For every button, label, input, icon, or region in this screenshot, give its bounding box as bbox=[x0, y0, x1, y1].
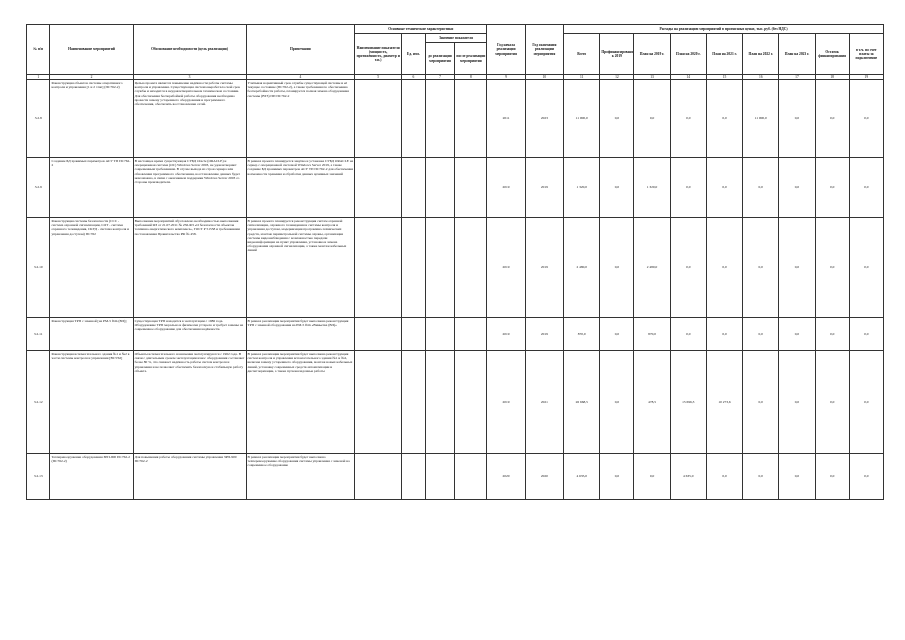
header-notes: Примечания bbox=[246, 25, 355, 75]
row-number: 3.2.8 bbox=[27, 80, 50, 158]
col-number: 6 bbox=[402, 75, 425, 80]
table-row bbox=[27, 80, 884, 158]
col-number: 4 bbox=[246, 75, 355, 80]
tech-after bbox=[455, 351, 487, 454]
header-cost-2020: План на 2020 г. bbox=[670, 34, 706, 75]
start-year: 2019 bbox=[487, 351, 525, 454]
col-number: 19 bbox=[849, 75, 883, 80]
table-row bbox=[27, 454, 884, 500]
header-cost-financed: Профинансировано к 2019 bbox=[600, 34, 634, 75]
col-number: 9 bbox=[487, 75, 525, 80]
col-number: 13 bbox=[634, 75, 670, 80]
cost-2019: 0,0 bbox=[634, 80, 670, 158]
tech-unit bbox=[402, 218, 425, 318]
measure-justification: Выполнение мероприятий обусловлено необходимостью выполнения требований ФЗ от 21.07.2011 № 256-ФЗ «О безопасности объектов топливно-энергетического комплекса», ГОСТ Р 51558 и требованиями постановления Правительства РФ № 458. bbox=[133, 218, 246, 318]
row-number: 3.2.10 bbox=[27, 218, 50, 318]
measure-name: Реконструкция объектов системы оперативного контроля и управления [1 и 2 этап] (ПС762-2) bbox=[50, 80, 133, 158]
cost-2021: 0,0 bbox=[706, 318, 742, 351]
header-tech-after: после реализации мероприятия bbox=[455, 43, 487, 75]
cost-financed: 0,0 bbox=[600, 454, 634, 500]
cost-remaining: 0,0 bbox=[815, 454, 849, 500]
start-year: 2019 bbox=[487, 318, 525, 351]
col-number: 12 bbox=[600, 75, 634, 80]
tech-before bbox=[425, 351, 455, 454]
tech-indicator bbox=[355, 454, 402, 500]
cost-2023: 0,0 bbox=[779, 454, 815, 500]
tech-unit bbox=[402, 80, 425, 158]
investment-program-sheet bbox=[26, 24, 884, 500]
measure-justification: В настоящее время существующая СУБД Oracle (ORACLE) и операционная система (ОС) Windows Server 2003, не удовлетворяют современным требованиям. В случае выхода из строя сервера или обновления программного обеспечения, восстановление данных будет невозможно, в связи с окончанием поддержки Windows Server 2003 со стороны производителя. bbox=[133, 158, 246, 218]
header-tech-unit: Ед. изм. bbox=[402, 34, 425, 75]
tech-after bbox=[455, 158, 487, 218]
tech-before bbox=[425, 454, 455, 500]
cost-financed: 0,0 bbox=[600, 218, 634, 318]
cost-2022: 0,0 bbox=[743, 351, 779, 454]
end-year: 2020 bbox=[525, 454, 563, 500]
table-header bbox=[27, 25, 884, 80]
end-year: 2019 bbox=[525, 158, 563, 218]
cost-financed: 0,0 bbox=[600, 158, 634, 218]
table-row bbox=[27, 318, 884, 351]
col-number: 7 bbox=[425, 75, 455, 80]
row-number: 3.2.11 bbox=[27, 318, 50, 351]
row-number: 3.2.9 bbox=[27, 158, 50, 218]
cost-total: 4 635,0 bbox=[564, 454, 600, 500]
cost-incl: 0,0 bbox=[849, 80, 883, 158]
col-number: 16 bbox=[743, 75, 779, 80]
cost-financed: 0,0 bbox=[600, 80, 634, 158]
row-number: 3.2.13 bbox=[27, 454, 50, 500]
tech-before bbox=[425, 218, 455, 318]
cost-total: 1 320,0 bbox=[564, 158, 600, 218]
col-number: 5 bbox=[355, 75, 402, 80]
cost-financed: 0,0 bbox=[600, 318, 634, 351]
cost-incl: 0,0 bbox=[849, 218, 883, 318]
tech-unit bbox=[402, 318, 425, 351]
cost-incl: 0,0 bbox=[849, 454, 883, 500]
measure-name: Реконструкция системы безопасности (ССС - система охранной сигнализации, СОТ - система охранного телевидения, СКУД - система контроля и управления доступом) ПС762 bbox=[50, 218, 133, 318]
cost-2023: 0,0 bbox=[779, 158, 815, 218]
measure-name: Техперевооружение оборудования ЗРП-900 ПС762-2 (ПС762-2) bbox=[50, 454, 133, 500]
tech-after bbox=[455, 318, 487, 351]
measure-name: Реконструкция вспомогательного здания №1 и №2 в части системы контроля и управления [ВСУ62] bbox=[50, 351, 133, 454]
header-cost-2021: План на 2021 г. bbox=[706, 34, 742, 75]
tech-indicator bbox=[355, 351, 402, 454]
cost-total: 870,0 bbox=[564, 318, 600, 351]
cost-2020: 0,0 bbox=[670, 158, 706, 218]
header-tech-indicator: Наименование показателя (мощность, протяжённость, диаметр и т.п.) bbox=[355, 34, 402, 75]
tech-indicator bbox=[355, 158, 402, 218]
cost-2021: 0,0 bbox=[706, 218, 742, 318]
cost-2019: 2 480,0 bbox=[634, 218, 670, 318]
table-body bbox=[27, 80, 884, 500]
col-number: 18 bbox=[815, 75, 849, 80]
cost-incl: 0,0 bbox=[849, 158, 883, 218]
cost-2022: 0,0 bbox=[743, 158, 779, 218]
col-number: 17 bbox=[779, 75, 815, 80]
header-name: Наименование мероприятий bbox=[50, 25, 133, 75]
measure-notes: В рамках проекта планируется закупка и установка СУБД ORACLE на сервер с операционной системой Windows Server 2019, а также создание БД хранимых параметров АСУ ТП ПС762-2 для обеспечения возможности хранения и обработки данных архивных значений bbox=[246, 158, 355, 218]
col-number: 3 bbox=[133, 75, 246, 80]
cost-total: 2 480,0 bbox=[564, 218, 600, 318]
measure-justification: Целью проекта является повышение надёжности работы системы контроля и управления. Существующая система выработала свой срок службы и находится в неудовлетворительном техническом состоянии. Для обеспечения бесперебойной работы оборудования необходимо провести замену устаревшего оборудования и программного обеспечения, обеспечить восстановление сетей. bbox=[133, 80, 246, 158]
cost-2022: 0,0 bbox=[743, 318, 779, 351]
cost-remaining: 0,0 bbox=[815, 158, 849, 218]
cost-2020: 0,0 bbox=[670, 318, 706, 351]
start-year: 2019 bbox=[487, 158, 525, 218]
cost-2021: 0,0 bbox=[706, 80, 742, 158]
cost-2021: 0,0 bbox=[706, 454, 742, 500]
cost-2019: 0,0 bbox=[634, 454, 670, 500]
end-year: 2019 bbox=[525, 218, 563, 318]
cost-2022: 11 000,0 bbox=[743, 80, 779, 158]
header-cost-2019: План на 2019 г. bbox=[634, 34, 670, 75]
table-row bbox=[27, 351, 884, 454]
measure-notes: В рамках реализации мероприятия будет выполнена реконструкция систем контроля и управления вспомогательного здания №1 и №2, включая замену устаревшего оборудования, монтаж новых кабельных линий, установку современных средств автоматизации и диспетчеризации, а также пусконаладочные работы bbox=[246, 351, 355, 454]
col-number: 15 bbox=[706, 75, 742, 80]
header-start-year: Год начала реализации мероприятия bbox=[487, 25, 525, 75]
measure-notes: В рамках реализации мероприятия будет выполнено техперевооружение оборудования системы управления с заменой на современное оборудование bbox=[246, 454, 355, 500]
tech-after bbox=[455, 80, 487, 158]
header-no: № п/п bbox=[27, 25, 50, 75]
header-tech-value: Значение показателя bbox=[425, 34, 487, 43]
cost-2023: 0,0 bbox=[779, 318, 815, 351]
measure-justification: Объекты вспомогательного назначения эксплуатируются с 1962 года. В связи с длительным сроком эксплуатации износ оборудования составляет более 80 %, что снижает надёжность работы систем контроля и управления и не позволяет обеспечить безопасную и стабильную работу объекта. bbox=[133, 351, 246, 454]
tech-after bbox=[455, 454, 487, 500]
measure-notes: В рамках реализации мероприятия будет выполнена реконструкция ТРП с заменой оборудования на РМ-5 fbm «Виньетка (ВЛ)» bbox=[246, 318, 355, 351]
header-tech-group: Основные технические характеристики bbox=[355, 25, 487, 34]
tech-before bbox=[425, 158, 455, 218]
measure-notes: Учитывая нормативный срок службы существующей системы и её текущее состояние (ПС762-2), а также требования по обеспечению бесперебойности работы, планируется полная замена оборудования системы (ВТЗ) ПП ПС762-2 bbox=[246, 80, 355, 158]
tech-unit bbox=[402, 158, 425, 218]
header-tech-before: до реализации мероприятия bbox=[425, 43, 455, 75]
cost-2021: 0,0 bbox=[706, 158, 742, 218]
cost-remaining: 0,0 bbox=[815, 351, 849, 454]
cost-2021: 10 273,6 bbox=[706, 351, 742, 454]
cost-2020: 4 635,0 bbox=[670, 454, 706, 500]
cost-total: 11 000,0 bbox=[564, 80, 600, 158]
col-number: 14 bbox=[670, 75, 706, 80]
col-number: 10 bbox=[525, 75, 563, 80]
header-cost-2022: План на 2022 г. bbox=[743, 34, 779, 75]
cost-2019: 1 320,0 bbox=[634, 158, 670, 218]
table-row bbox=[27, 218, 884, 318]
cost-2023: 0,0 bbox=[779, 218, 815, 318]
measure-justification: Для повышения работы оборудования системы управления ЗРП-900 ПС762-2 bbox=[133, 454, 246, 500]
cost-2023: 0,0 bbox=[779, 80, 815, 158]
row-number: 3.2.12 bbox=[27, 351, 50, 454]
measure-name: Реконструкция ТРП с заменой [на РМ-5 fbm (ВЛ)] bbox=[50, 318, 133, 351]
end-year: 2023 bbox=[525, 80, 563, 158]
cost-2020: 0,0 bbox=[670, 218, 706, 318]
header-cost-2023: План на 2023 г. bbox=[779, 34, 815, 75]
header-cost-remaining: Остаток финансирования bbox=[815, 34, 849, 75]
cost-incl: 0,0 bbox=[849, 318, 883, 351]
col-number: 8 bbox=[455, 75, 487, 80]
header-cost-total: Всего bbox=[564, 34, 600, 75]
header-cost-incl: в т.ч. по счет платы за подключение bbox=[849, 34, 883, 75]
tech-indicator bbox=[355, 218, 402, 318]
measure-name: Создание БД хранимых параметров АСУ ТП ПС762-2 bbox=[50, 158, 133, 218]
cost-remaining: 0,0 bbox=[815, 218, 849, 318]
end-year: 2021 bbox=[525, 351, 563, 454]
col-number: 2 bbox=[50, 75, 133, 80]
header-end-year: Год окончания реализации мероприятия bbox=[525, 25, 563, 75]
cost-2019: 478,5 bbox=[634, 351, 670, 454]
tech-unit bbox=[402, 351, 425, 454]
end-year: 2019 bbox=[525, 318, 563, 351]
cost-remaining: 0,0 bbox=[815, 80, 849, 158]
measure-notes: В рамках проекта планируется реконструкция систем охранной сигнализации, охранного телевидения и системы контроля и управления доступом, модернизация программно-технических средств, монтаж периметральной системы охраны, организация системы видеонаблюдения с возможностью передачи видеоинформации на пункт управления, установка и замена оборудования охранной сигнализации, а также монтаж кабельных линий bbox=[246, 218, 355, 318]
cost-remaining: 0,0 bbox=[815, 318, 849, 351]
cost-2020: 0,0 bbox=[670, 80, 706, 158]
cost-2019: 870,0 bbox=[634, 318, 670, 351]
tech-before bbox=[425, 318, 455, 351]
start-year: 2019 bbox=[487, 218, 525, 318]
start-year: 2020 bbox=[487, 454, 525, 500]
cost-incl: 0,0 bbox=[849, 351, 883, 454]
header-justification: Обоснование необходимости (цель реализации) bbox=[133, 25, 246, 75]
start-year: 2011 bbox=[487, 80, 525, 158]
cost-2020: 15 696,3 bbox=[670, 351, 706, 454]
tech-before bbox=[425, 80, 455, 158]
cost-total: 26 668,5 bbox=[564, 351, 600, 454]
cost-financed: 0,0 bbox=[600, 351, 634, 454]
col-number: 11 bbox=[564, 75, 600, 80]
col-number: 1 bbox=[27, 75, 50, 80]
measures-table bbox=[26, 24, 884, 500]
cost-2023: 0,0 bbox=[779, 351, 815, 454]
header-costs-group: Расходы на реализацию мероприятий в прогнозных ценах, тыс. руб. (без НДС) bbox=[564, 25, 884, 34]
tech-indicator bbox=[355, 318, 402, 351]
tech-unit bbox=[402, 454, 425, 500]
table-row bbox=[27, 158, 884, 218]
tech-after bbox=[455, 218, 487, 318]
tech-indicator bbox=[355, 80, 402, 158]
cost-2022: 0,0 bbox=[743, 218, 779, 318]
cost-2022: 0,0 bbox=[743, 454, 779, 500]
measure-justification: Существующая ТРП находится в эксплуатации с 1986 года. Оборудование ТРП морально и физически устарело и требует замены на современное оборудование для обеспечения надёжности. bbox=[133, 318, 246, 351]
